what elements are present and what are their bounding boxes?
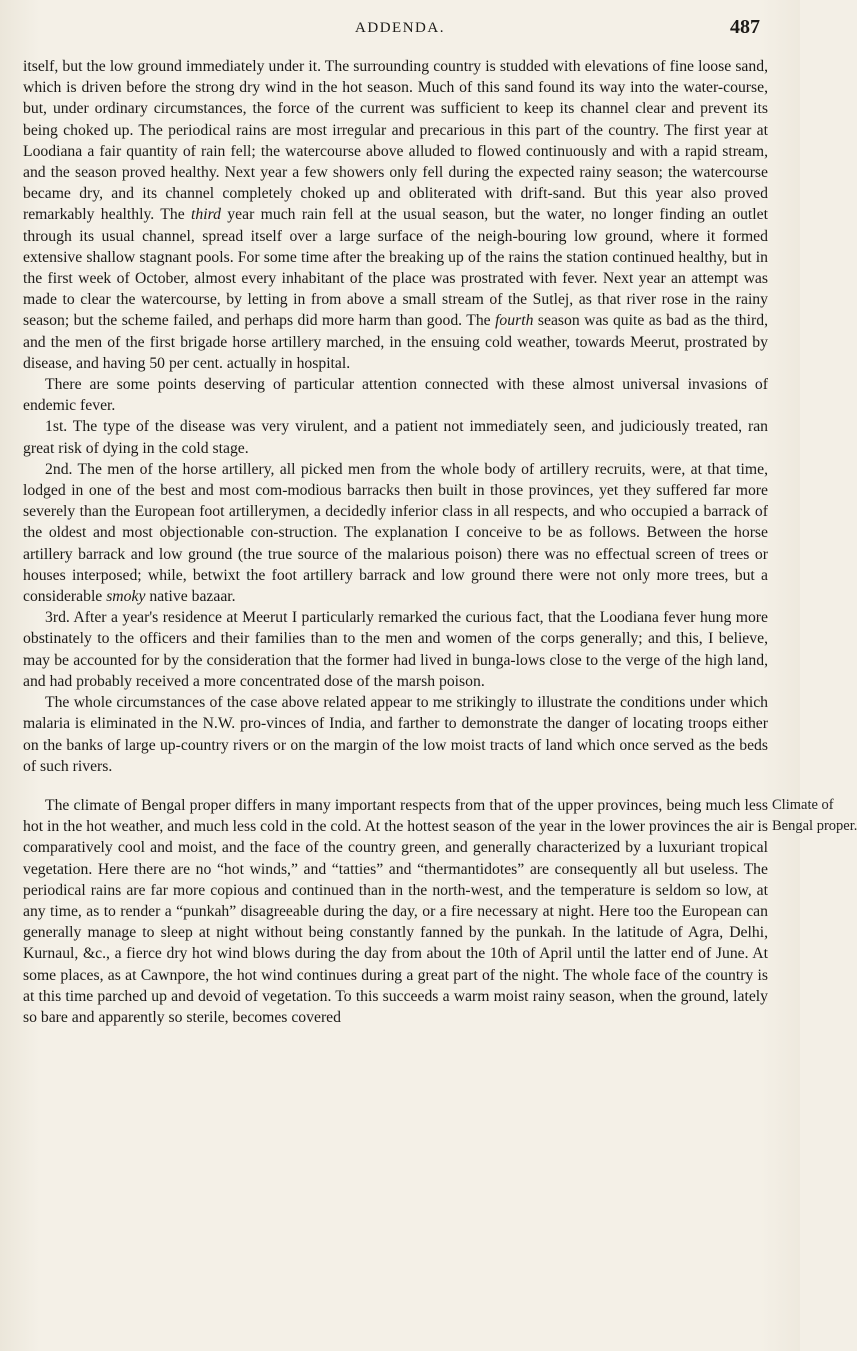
- section-gap: [23, 777, 768, 795]
- paragraph-loodiana-sand: itself, but the low ground immediately under it. The surrounding country is studded with elevations of fine loose sand, which is driven before the strong dry wind in the hot season. Much of this sand found its way into the water-course, but, under ordinary circumstances, the force of the current was sufficient to keep its channel clear and prevent its being choked up. The periodical rains are most irregular and precarious in this part of the country. The first year at Loodiana a fair quantity of rain fell; the watercourse above alluded to flowed continuously and with a rapid stream, and the season proved healthy. Next year a few showers only fell during the expected rainy season; the watercourse became dry, and its channel completely choked up and obliterated with drift-sand. But this year also proved remarkably healthly. The third year much rain fell at the usual season, but the water, no longer finding an outlet through its usual channel, spread itself over a large surface of the neigh-bouring low ground, where it formed extensive shallow stagnant pools. For some time after the breaking up of the rains the station continued healthy, but in the first week of October, almost every inhabitant of the place was prostrated with fever. Next year an attempt was made to clear the watercourse, by letting in from above a small stream of the Sutlej, as that river rose in the rainy season; but the scheme failed, and perhaps did more harm than good. The fourth season was quite as bad as the third, and the men of the first brigade horse artillery marched, in the ensuing cold weather, towards Meerut, prostrated by disease, and having 50 per cent. actually in hospital.: [23, 58, 768, 372]
- paragraph-points-intro: There are some points deserving of particular attention connected with these almost universal invasions of endemic fever.: [23, 376, 768, 415]
- paragraph-third-point: 3rd. After a year's residence at Meerut I particularly remarked the curious fact, that the Loodiana fever hung more obstinately to the officers and their families than to the men and women of the corps generally; and this, I believe, may be accounted for by the consideration that the former had lived in bunga-lows close to the verge of the high land, and had probably received a more concentrated dose of the marsh poison.: [23, 609, 768, 690]
- paragraph-first-point: 1st. The type of the disease was very virulent, and a patient not immediately seen, and judiciously treated, ran great risk of dying in the cold stage.: [23, 418, 768, 457]
- margin-note-line-1: Climate of: [772, 797, 834, 813]
- running-head: [0, 16, 800, 40]
- paragraph-second-point: 2nd. The men of the horse artillery, all picked men from the whole body of artillery recruits, were, at that time, lodged in one of the best and most com-modious barracks then built in those provinces, yet they suffered far more severely than the European foot artillerymen, a decidedly inferior class in all respects, and who occupied a barrack of the oldest and most objectionable con-struction. The explanation I conceive to be as follows. Between the horse artillery barrack and low ground (the true source of the malarious poison) there was no effectual screen of trees or houses interposed; while, betwixt the foot artillery barrack and low ground there were not only more trees, but a considerable smoky native bazaar.: [23, 460, 768, 606]
- margin-note-line-2: Bengal proper.: [772, 818, 857, 834]
- page-number: 487: [730, 16, 760, 38]
- running-title: ADDENDA.: [355, 20, 445, 36]
- margin-note: [772, 795, 857, 837]
- body-text: [23, 56, 768, 1028]
- paragraph-bengal-climate: The climate of Bengal proper differs in many important respects from that of the upper provinces, being much less hot in the hot weather, and much less cold in the cold. At the hottest season of the year in the lower provinces the air is comparatively cool and moist, and the face of the country green, and generally characterized by a luxuriant tropical vegetation. Here there are no “hot winds,” and “tatties” and “thermantidotes” are consequently all but useless. The periodical rains are far more copious and continued than in the north-west, and the temperature is seldom so low, at any time, as to render a “punkah” disagreeable during the day, or a fire necessary at night. Here too the European can generally manage to sleep at night without being constantly fanned by the punkah. In the latitude of Agra, Delhi, Kurnaul, &c., a fierce dry hot wind blows during the day from about the 10th of April until the latter end of June. At some places, as at Cawnpore, the hot wind continues during a great part of the night. The whole face of the country is at this time parched up and devoid of vegetation. To this succeeds a warm moist rainy season, when the ground, lately so bare and apparently so sterile, becomes covered: [23, 796, 768, 1026]
- paragraph-conclusion: The whole circumstances of the case above related appear to me strikingly to illustrate the conditions under which malaria is eliminated in the N.W. pro-vinces of India, and farther to demonstrate the danger of locating troops either on the banks of large up-country rivers or on the margin of the low moist tracts of land which once served as the beds of such rivers.: [23, 694, 768, 775]
